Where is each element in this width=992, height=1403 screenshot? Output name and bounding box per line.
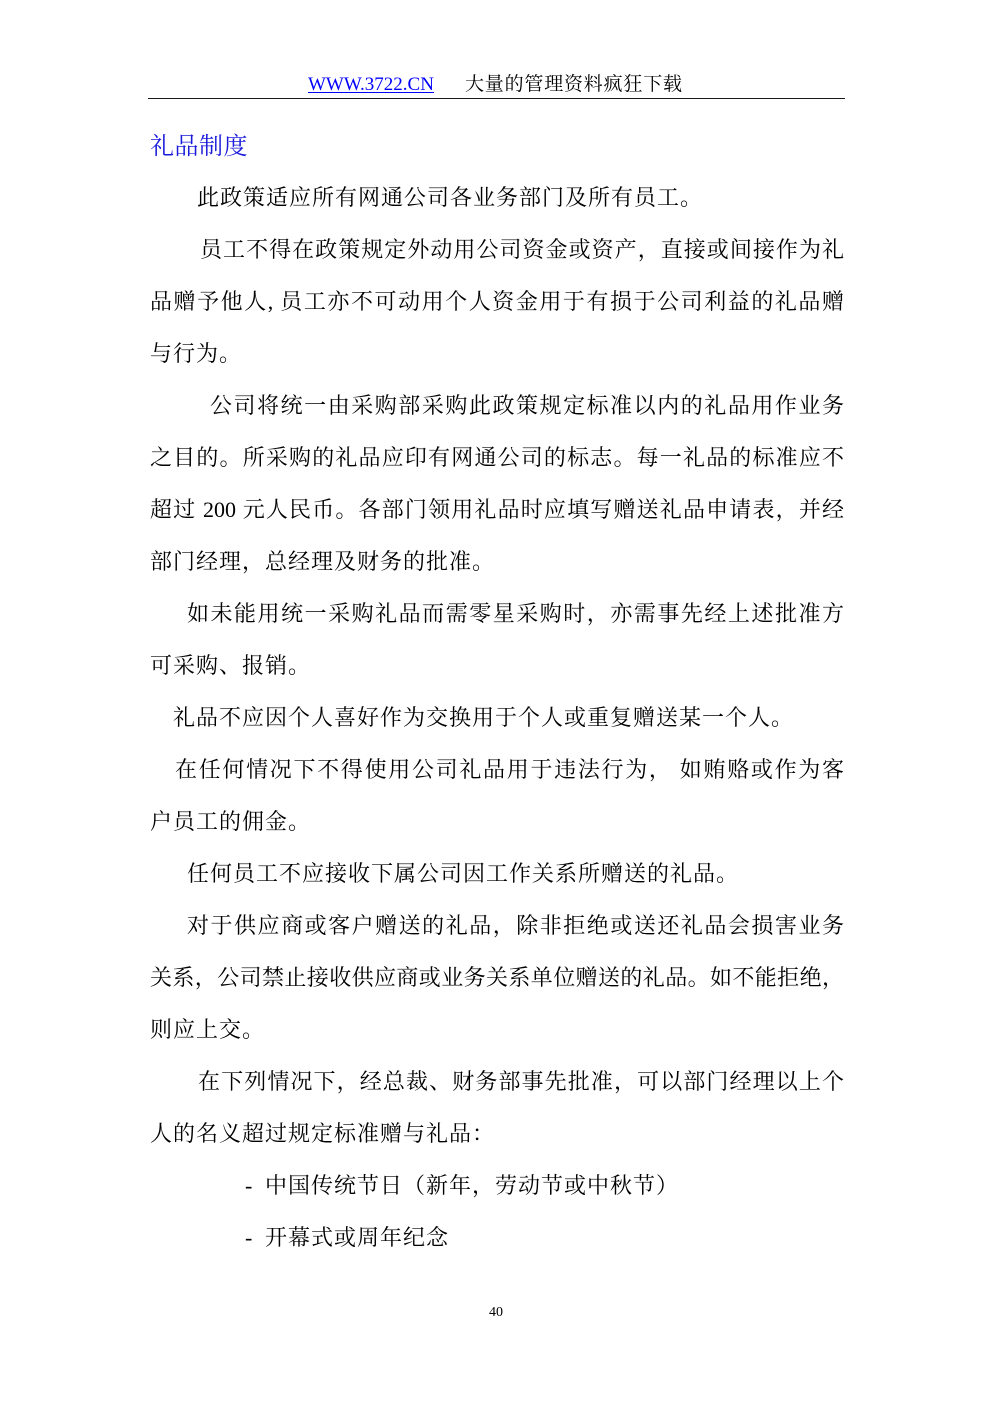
paragraph xyxy=(150,1056,844,1160)
paragraph xyxy=(150,848,844,900)
page-number: 40 xyxy=(489,1305,503,1320)
paragraph xyxy=(150,588,844,692)
list-bullet: - xyxy=(245,1225,253,1250)
header-rule xyxy=(148,98,845,99)
paragraph xyxy=(150,692,844,744)
running-header xyxy=(0,71,992,99)
occasion-list xyxy=(150,1160,844,1264)
body-line: 礼品不应因个人喜好作为交换用于个人或重复赠送某一个人。 xyxy=(173,705,795,730)
body-line: 之目的。所采购的礼品应印有网通公司的标志。每一礼品的标准应不 xyxy=(150,445,844,470)
body-line: 可采购、报销。 xyxy=(150,653,312,678)
body-line: 则应上交。 xyxy=(150,1017,266,1042)
body-line: 此政策适应所有网通公司各业务部门及所有员工。 xyxy=(197,185,704,210)
body-line: 与行为。 xyxy=(150,341,243,366)
paragraph xyxy=(150,224,844,380)
body-line: 部门经理，总经理及财务的批准。 xyxy=(150,549,496,574)
paragraph xyxy=(150,380,844,588)
list-item-text: 中国传统节日（新年，劳动节或中秋节） xyxy=(265,1173,680,1198)
body-line: 任何员工不应接收下属公司因工作关系所赠送的礼品。 xyxy=(187,861,740,886)
site-link[interactable]: WWW.3722.CN xyxy=(308,74,434,95)
body-line: 对于供应商或客户赠送的礼品，除非拒绝或送还礼品会损害业务 xyxy=(187,913,844,938)
body-line: 公司将统一由采购部采购此政策规定标准以内的礼品用作业务 xyxy=(210,393,844,418)
body-line: 关系，公司禁止接收供应商或业务关系单位赠送的礼品。如不能拒绝， xyxy=(150,965,844,990)
body-line: 户员工的佣金。 xyxy=(150,809,312,834)
list-item-text: 开幕式或周年纪念 xyxy=(265,1225,450,1250)
body-line: 超过 200 元人民币。各部门领用礼品时应填写赠送礼品申请表，并经 xyxy=(150,497,844,522)
body-line: 在任何情况下不得使用公司礼品用于违法行为， 如贿赂或作为客 xyxy=(175,757,844,782)
body-line: 员工不得在政策规定外动用公司资金或资产，直接或间接作为礼 xyxy=(200,237,844,262)
list-item xyxy=(150,1160,844,1212)
paragraph xyxy=(150,744,844,848)
body-line: 在下列情况下，经总裁、财务部事先批准，可以部门经理以上个 xyxy=(198,1069,844,1094)
document-body xyxy=(150,172,844,1264)
header-tagline: 大量的管理资料疯狂下载 xyxy=(465,74,683,95)
body-line: 品赠予他人, 员工亦不可动用个人资金用于有损于公司利益的礼品赠 xyxy=(150,289,844,314)
list-item xyxy=(150,1212,844,1264)
paragraph xyxy=(150,900,844,1056)
paragraph xyxy=(150,172,844,224)
document-title: 礼品制度 xyxy=(150,134,248,160)
body-line: 如未能用统一采购礼品而需零星采购时，亦需事先经上述批准方 xyxy=(187,601,844,626)
list-bullet: - xyxy=(245,1173,253,1198)
body-line: 人的名义超过规定标准赠与礼品： xyxy=(150,1121,496,1146)
